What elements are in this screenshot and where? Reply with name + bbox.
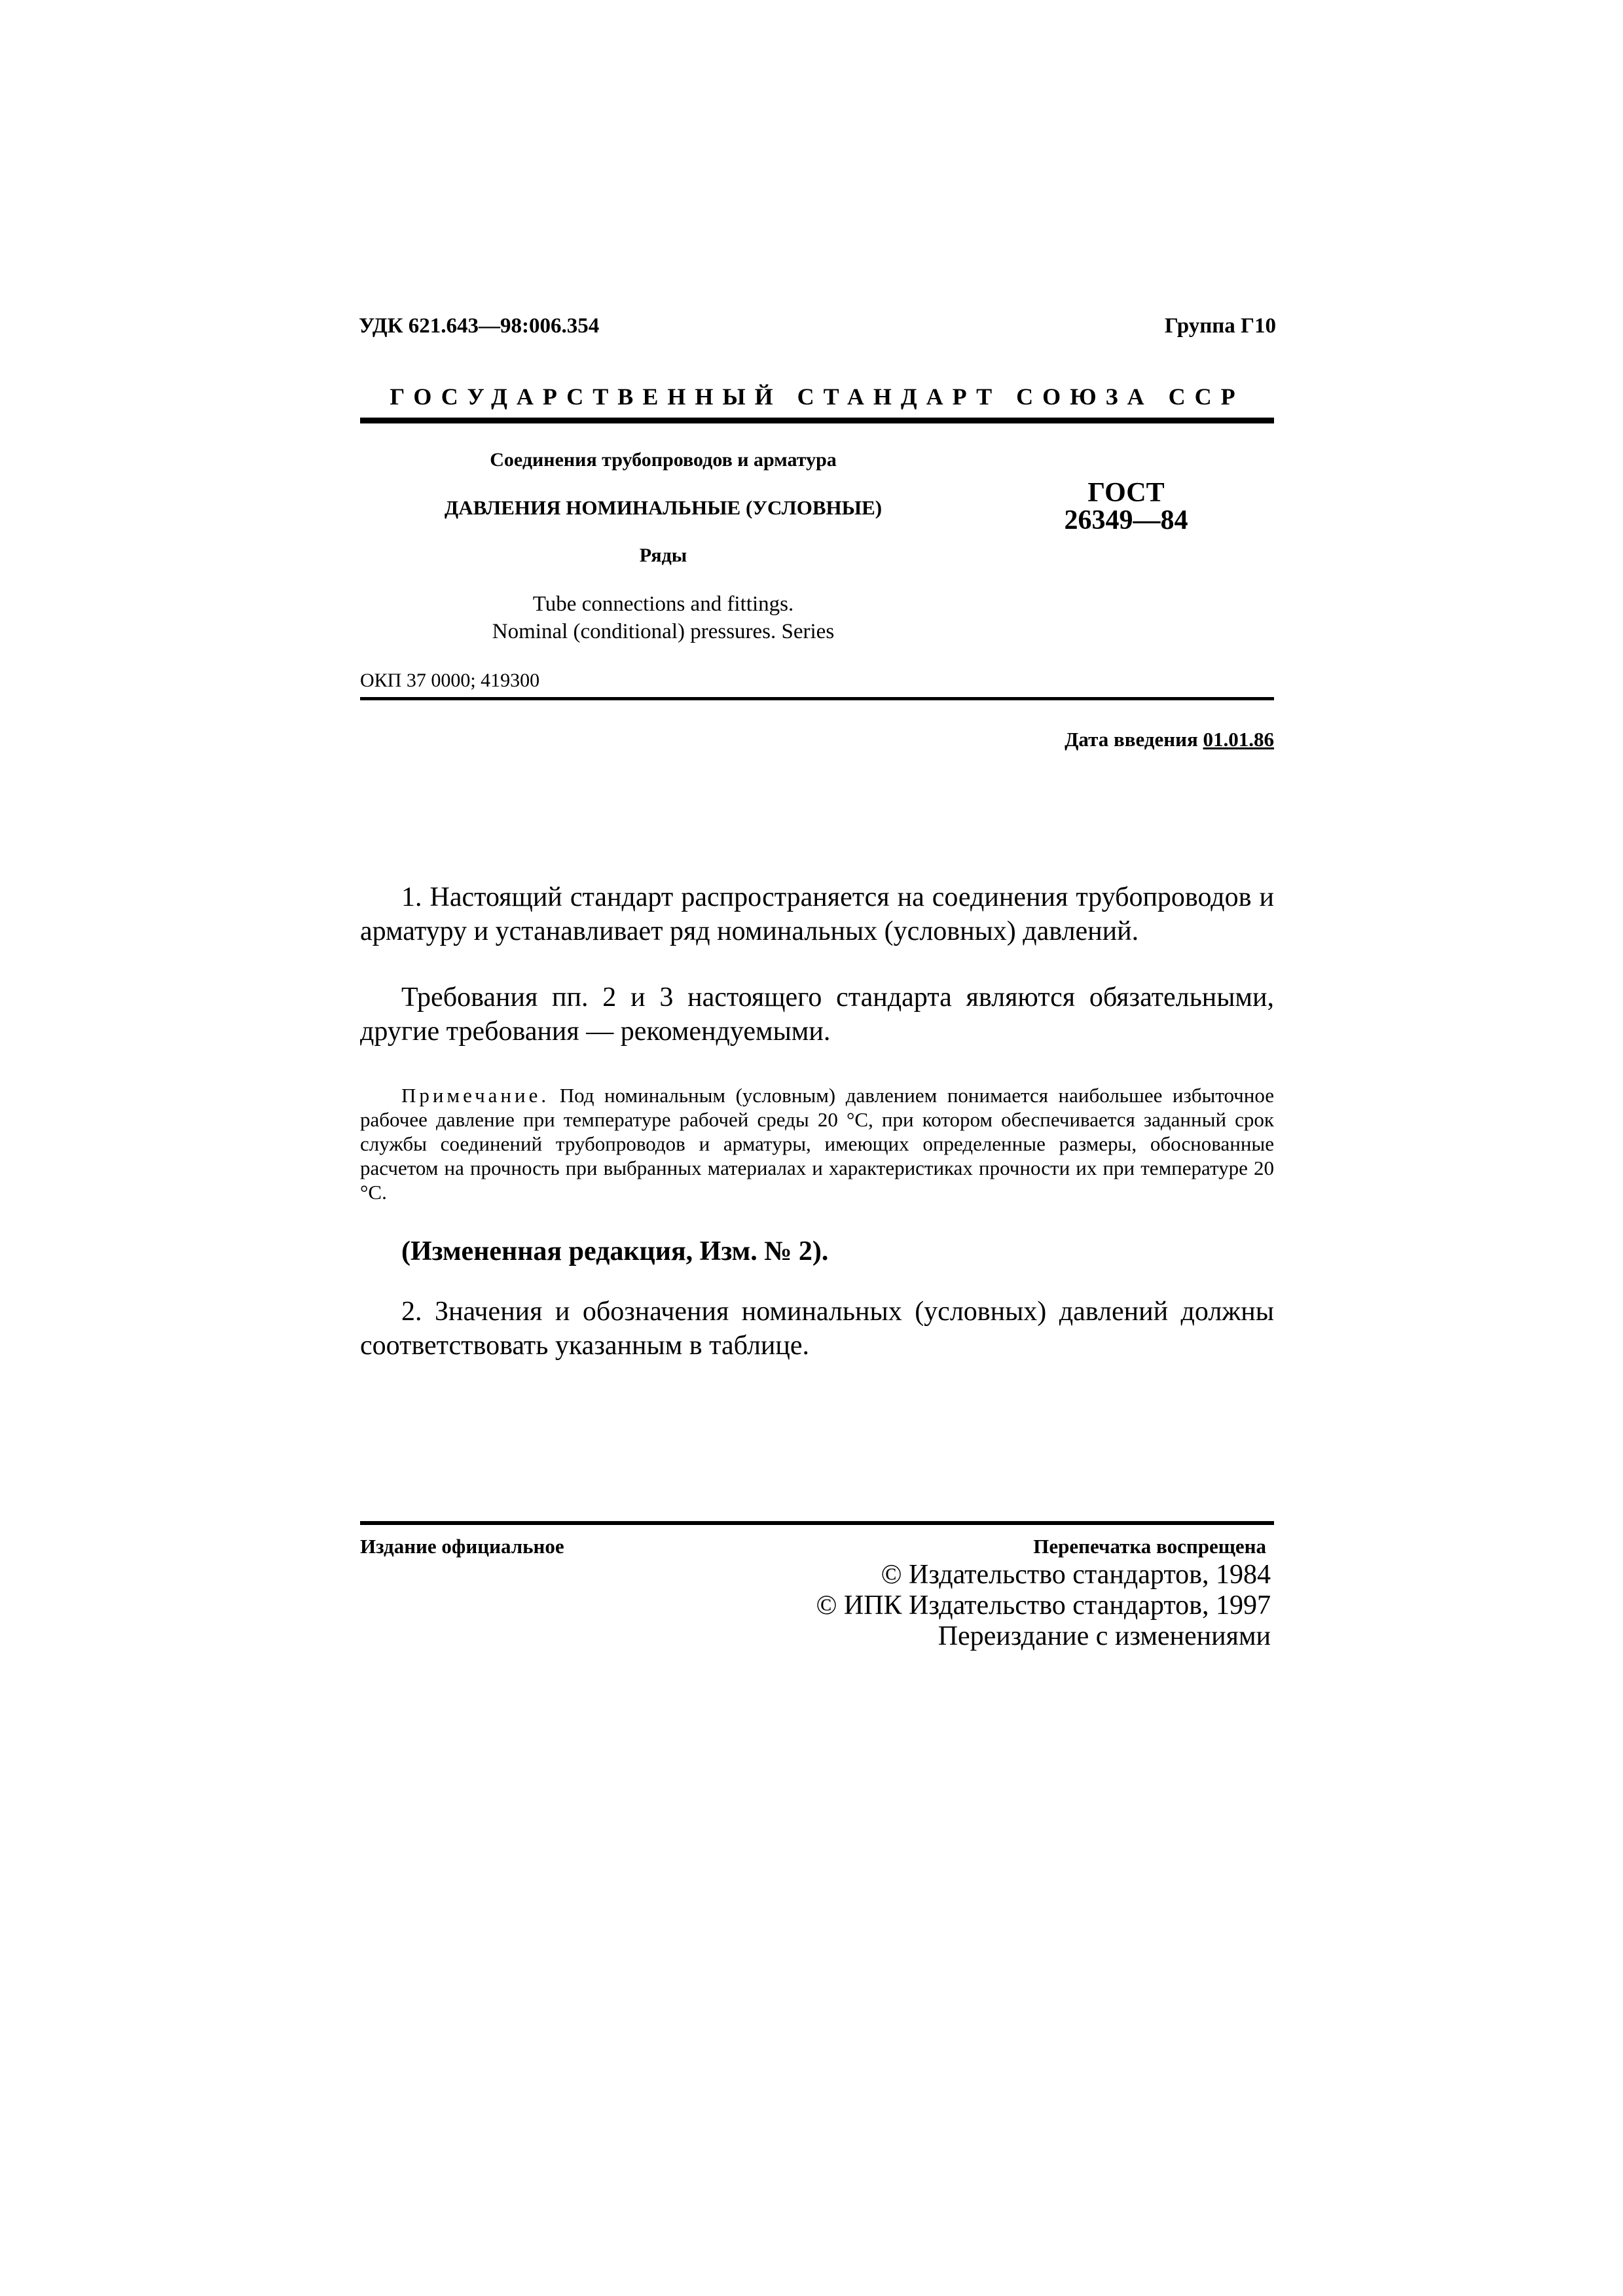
copyright-block xyxy=(816,1560,1271,1652)
english-title-line-2: Nominal (conditional) pressures. Series xyxy=(492,620,835,643)
english-title xyxy=(360,590,966,645)
introduction-date-label: Дата введения xyxy=(1065,728,1198,751)
subject-title: Соединения трубопроводов и арматура xyxy=(490,449,837,471)
english-title-line-1: Tube connections and fittings. xyxy=(532,592,794,616)
copyright-1997: © ИПК Издательство стандартов, 1997 xyxy=(816,1590,1271,1621)
note-paragraph xyxy=(360,1083,1274,1204)
gost-designation xyxy=(1021,479,1231,534)
gost-label: ГОСТ xyxy=(1087,478,1165,508)
series-title: Ряды xyxy=(639,545,687,566)
reprint-prohibited: Перепечатка воспрещена xyxy=(1033,1535,1266,1558)
okp-divider xyxy=(360,697,1274,700)
paragraph-2: 2. Значения и обозначения номинальных (условных) давлений должны соответствовать указанным в таблице. xyxy=(360,1297,1274,1361)
header-divider xyxy=(360,418,1274,423)
paragraph-requirements: Требования пп. 2 и 3 настоящего стандарта являются обязательными, другие требования — рекомендуемыми. xyxy=(360,982,1274,1047)
note-text: Под номинальным (условным) давлением понимается наибольшее избыточное рабочее давление при температуре рабочей среды 20 °С, при котором обеспечивается заданный срок службы соединений трубопроводов и арматуры, имеющих определенные размеры, обоснованные расчетом на прочность при выбранных материалах и характеристиках прочности их при температуре 20 °С. xyxy=(360,1084,1275,1204)
main-title: ДАВЛЕНИЯ НОМИНАЛЬНЫЕ (УСЛОВНЫЕ) xyxy=(444,496,883,519)
paragraph-1: 1. Настоящий стандарт распространяется на соединения трубопроводов и арматуру и устанавливает ряд номинальных (условных) давлений. xyxy=(360,882,1274,946)
state-standard-title: ГОСУДАРСТВЕННЫЙ СТАНДАРТ СОЮЗА ССР xyxy=(390,384,1245,410)
gost-number: 26349—84 xyxy=(1064,505,1188,535)
introduction-date-value: 01.01.86 xyxy=(1203,728,1274,751)
note-label: Примечание. xyxy=(401,1084,550,1107)
group-code: Группа Г10 xyxy=(1164,314,1276,338)
introduction-date xyxy=(1065,728,1274,751)
copyright-1984: © Издательство стандартов, 1984 xyxy=(881,1560,1271,1590)
amendment-note: (Измененная редакция, Изм. № 2). xyxy=(401,1236,829,1266)
reissue-note: Переиздание с изменениями xyxy=(938,1621,1271,1651)
udk-code: УДК 621.643—98:006.354 xyxy=(359,314,600,338)
official-edition: Издание официальное xyxy=(360,1535,564,1558)
footer-divider xyxy=(360,1521,1274,1525)
okp-code: ОКП 37 0000; 419300 xyxy=(360,670,540,691)
